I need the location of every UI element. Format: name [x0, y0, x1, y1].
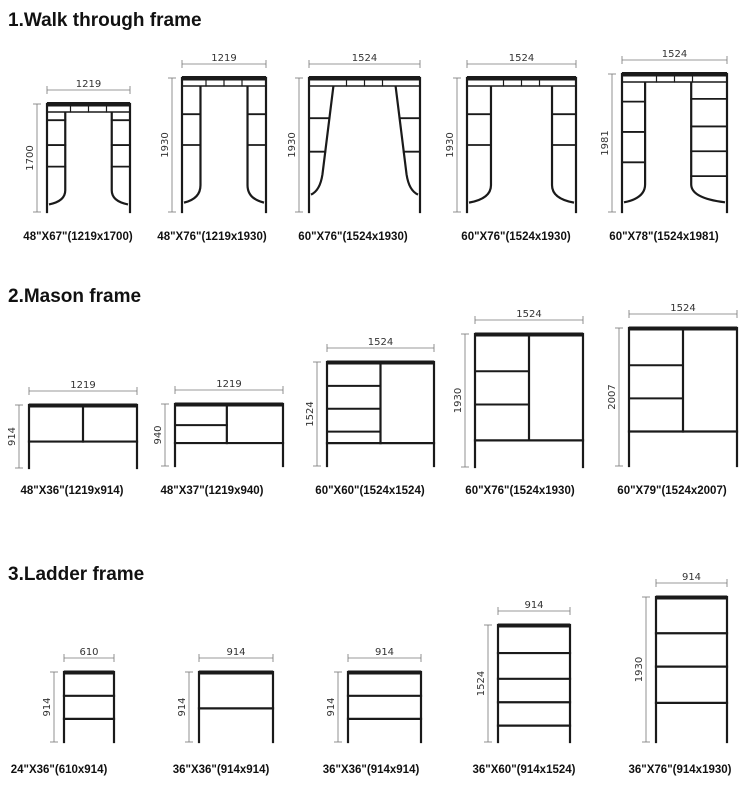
top-bar: [498, 624, 570, 628]
frame-caption: 36"X76"(914x1930): [628, 764, 732, 776]
frame-caption: 24"X36"(610x914): [10, 764, 108, 776]
section-title-walk-through: 1.Walk through frame: [8, 10, 202, 31]
top-bar: [175, 403, 283, 407]
frame-caption: 60"X76"(1524x1930): [298, 231, 408, 243]
frame-caption: 60"X76"(1524x1930): [465, 485, 575, 497]
frame-caption: 60"X78"(1524x1981): [609, 231, 719, 243]
width-dimension-label: 914: [374, 647, 395, 658]
width-dimension-label: 610: [79, 647, 99, 658]
walk-through-frame: [600, 49, 727, 212]
mason-frame: [153, 379, 283, 466]
walk-through-frame: [25, 79, 130, 212]
height-dimension-label: 1524: [305, 401, 316, 427]
width-dimension-label: 1524: [351, 53, 378, 64]
frame-caption: 48"X67"(1219x1700): [23, 231, 133, 243]
width-dimension-label: 1219: [216, 379, 242, 390]
width-dimension-label: 1524: [661, 49, 688, 60]
inner-leg: [112, 112, 128, 204]
width-dimension-label: 1524: [516, 309, 542, 320]
inner-leg: [49, 112, 65, 204]
height-dimension-label: 914: [42, 697, 53, 717]
frame-caption: 48"X36"(1219x914): [20, 485, 124, 497]
width-dimension-label: 1524: [367, 337, 394, 348]
walk-through-frame: [287, 53, 420, 212]
ladder-frame: [42, 647, 114, 742]
frame-caption: 60"X76"(1524x1930): [461, 231, 571, 243]
height-dimension-label: 1930: [634, 656, 645, 683]
height-dimension-label: 1930: [160, 132, 171, 158]
ladder-frame: [476, 600, 570, 742]
width-dimension-label: 914: [226, 647, 246, 658]
ladder-frame: [634, 572, 727, 742]
mason-frame: [305, 337, 434, 466]
width-dimension-label: 914: [681, 572, 702, 583]
height-dimension-label: 1930: [445, 132, 456, 158]
inner-leg: [691, 82, 725, 202]
mason-frame: [7, 380, 137, 468]
ladder-frame: [177, 647, 273, 742]
height-dimension-label: 914: [7, 426, 18, 447]
walk-through-frame: [445, 53, 576, 212]
width-dimension-label: 1524: [508, 53, 535, 64]
frame-caption: 36"X60"(914x1524): [472, 764, 576, 776]
mason-frame: [453, 309, 583, 467]
top-bar: [348, 671, 421, 675]
inner-leg: [396, 86, 418, 195]
frame-caption: 48"X37"(1219x940): [160, 485, 264, 497]
height-dimension-label: 2007: [607, 384, 618, 410]
frame-caption: 60"X79"(1524x2007): [617, 485, 727, 497]
frame-caption: 36"X36"(914x914): [322, 764, 420, 776]
height-dimension-label: 1700: [25, 145, 36, 171]
top-bar: [656, 596, 727, 600]
ladder-frame: [326, 647, 421, 742]
top-bar: [64, 671, 114, 675]
height-dimension-label: 940: [153, 425, 164, 445]
height-dimension-label: 1524: [476, 670, 487, 697]
height-dimension-label: 914: [177, 697, 188, 717]
height-dimension-label: 1930: [287, 132, 298, 158]
width-dimension-label: 1524: [670, 303, 696, 314]
mason-frame: [607, 303, 737, 466]
height-dimension-label: 1981: [600, 130, 611, 156]
inner-leg: [624, 82, 645, 202]
width-dimension-label: 1219: [211, 53, 237, 64]
top-bar: [199, 671, 273, 675]
section-title-ladder: 3.Ladder frame: [8, 564, 145, 585]
walk-through-frame: [160, 53, 266, 212]
frame-caption: 36"X36"(914x914): [172, 764, 270, 776]
width-dimension-label: 1219: [75, 79, 102, 90]
width-dimension-label: 1219: [70, 380, 96, 391]
height-dimension-label: 914: [326, 697, 337, 717]
frame-caption: 48"X76"(1219x1930): [157, 231, 267, 243]
width-dimension-label: 914: [524, 600, 544, 611]
section-title-mason: 2.Mason frame: [8, 286, 142, 307]
frame-caption: 60"X60"(1524x1524): [315, 485, 425, 497]
inner-leg: [311, 86, 333, 195]
height-dimension-label: 1930: [453, 387, 464, 414]
